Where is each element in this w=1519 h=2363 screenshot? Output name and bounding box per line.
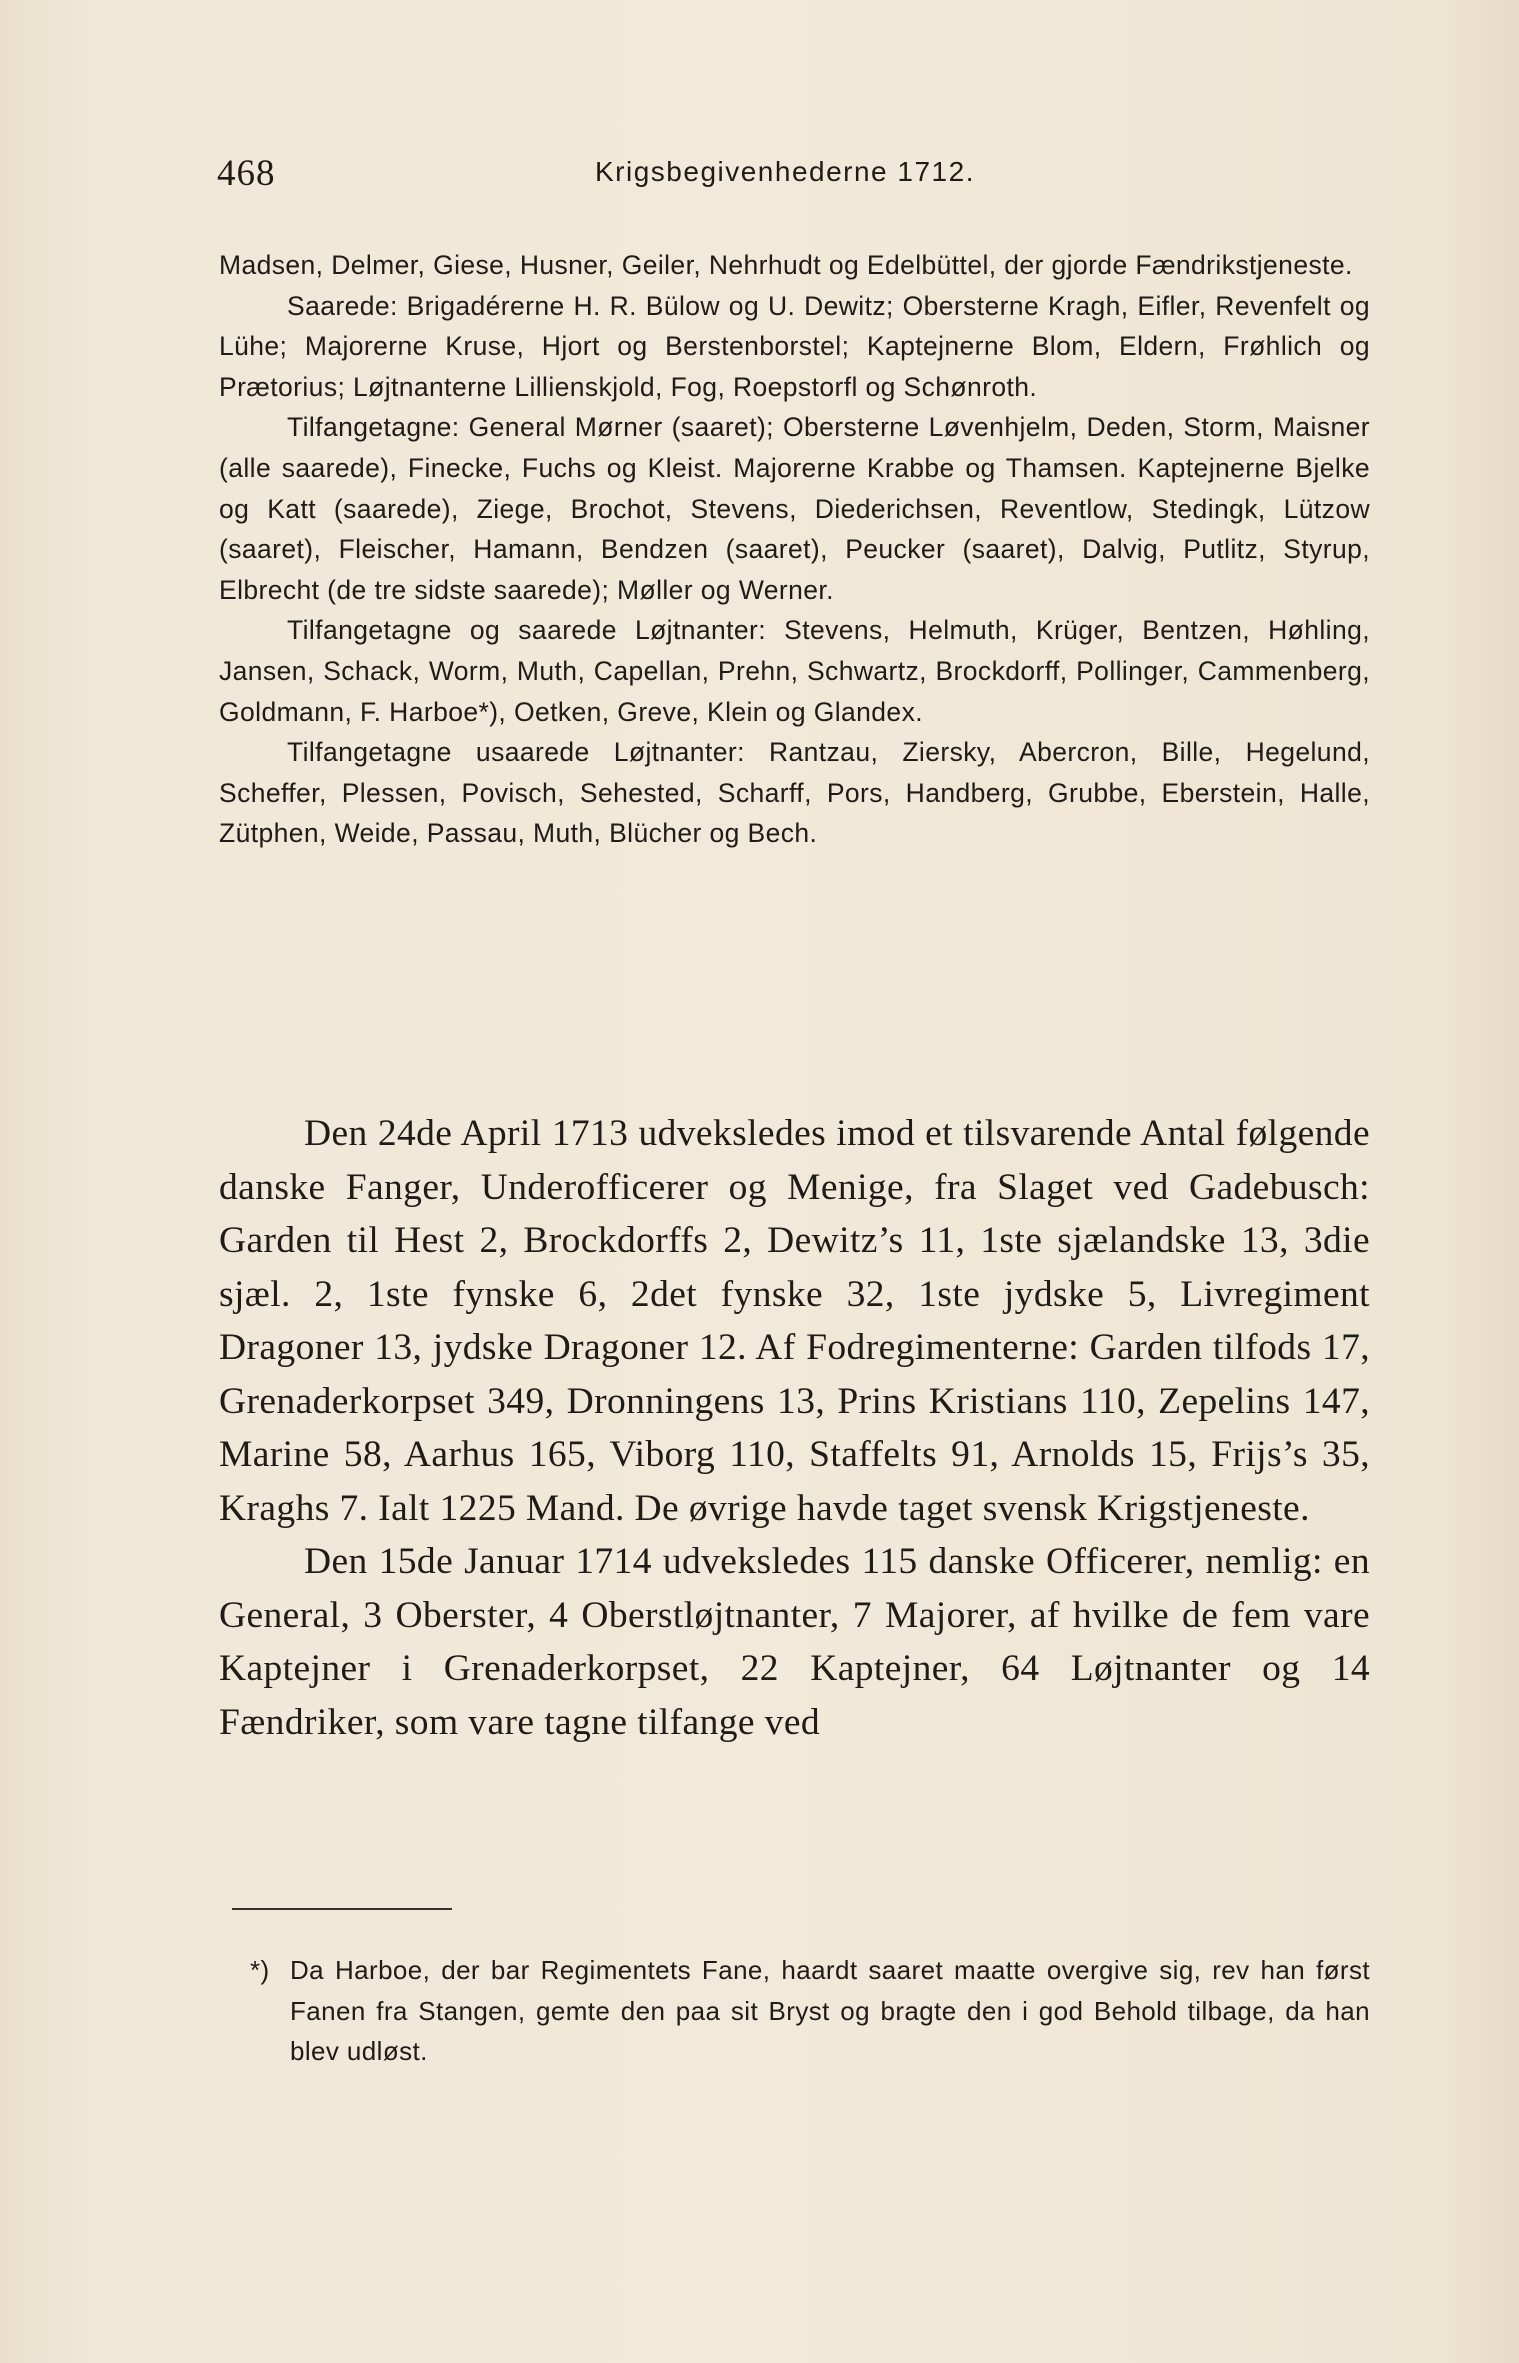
main-text-section (219, 1107, 1370, 1749)
paragraph-saarede: Saarede: Brigadérerne H. R. Bülow og U. Dewitz; Obersterne Kragh, Eifler, Revenfelt og Lühe; Majorerne Kruse, Hjort og Berstenborstel; Kaptejnerne Blom, Eldern, Frøhlich og Prætorius; Løjtnanterne Lillienskjold, Fog, Roepstorfl og Schønroth. (219, 290, 1370, 402)
footnote-text: Da Harboe, der bar Regimentets Fane, haardt saaret maatte overgive sig, rev han først Fanen fra Stangen, gemte den paa sit Bryst og bragte den i god Behold tilbage, da han blev udløst. (290, 1955, 1370, 2066)
paragraph-tilfangetagne-usaarede-lojtnanter: Tilfangetagne usaarede Løjtnanter: Rantzau, Ziersky, Abercron, Bille, Hegelund, Scheffer, Plessen, Povisch, Sehested, Scharff, Pors, Handberg, Grubbe, Eberstein, Halle, Zütphen, Weide, Passau, Muth, Blücher og Bech. (219, 737, 1370, 849)
officer-list-section (219, 245, 1370, 854)
footnote-divider (232, 1908, 452, 1910)
paragraph-tilfangetagne: Tilfangetagne: General Mørner (saaret); Obersterne Løvenhjelm, Deden, Storm, Maisner (alle saarede), Finecke, Fuchs og Kleist. Majorerne Krabbe og Thamsen. Kaptejnerne Bjelke og Katt (saarede), Ziege, Brochot, Stevens, Diederichsen, Reventlow, Stedingk, Lützow (saaret), Fleischer, Hamann, Bendzen (saaret), Peucker (saaret), Dalvig, Putlitz, Styrup, Elbrecht (de tre sidste saarede); Møller og Werner. (219, 412, 1370, 605)
page-header (217, 152, 1367, 202)
footnote (250, 1950, 1370, 2072)
paragraph-exchange-1714: Den 15de Januar 1714 udveksledes 115 danske Officerer, nemlig: en General, 3 Oberster, 4 Oberstløjtnanter, 7 Majorer, af hvilke de fem vare Kaptejner i Grenaderkorpset, 22 Kaptejner, 64 Løjtnanter og 14 Fændriker, som vare tagne tilfange ved (219, 1541, 1370, 1743)
paragraph-fændrik-list: Madsen, Delmer, Giese, Husner, Geiler, Nehrhudt og Edelbüttel, der gjorde Fændrikstjeneste. (219, 250, 1353, 280)
page-number: 468 (217, 153, 276, 194)
footnote-mark: *) (250, 1955, 270, 1985)
running-title: Krigsbegivenhederne 1712. (595, 156, 975, 187)
paragraph-exchange-1713: Den 24de April 1713 udveksledes imod et tilsvarende Antal følgende danske Fanger, Underofficerer og Menige, fra Slaget ved Gadebusch: Garden til Hest 2, Brockdorffs 2, Dewitz’s 11, 1ste sjælandske 13, 3die sjæl. 2, 1ste fynske 6, 2det fynske 32, 1ste jydske 5, Livregiment Dragoner 13, jydske Dragoner 12. Af Fodregimenterne: Garden tilfods 17, Grenaderkorpset 349, Dronningens 13, Prins Kristians 110, Zepelins 147, Marine 58, Aarhus 165, Viborg 110, Staffelts 91, Arnolds 15, Frijs’s 35, Kraghs 7. Ialt 1225 Mand. De øvrige havde taget svensk Krigstjeneste. (219, 1113, 1370, 1529)
paragraph-tilfangetagne-saarede-lojtnanter: Tilfangetagne og saarede Løjtnanter: Stevens, Helmuth, Krüger, Bentzen, Høhling, Jansen, Schack, Worm, Muth, Capellan, Prehn, Schwartz, Brockdorff, Pollinger, Cammenberg, Goldmann, F. Harboe*), Oetken, Greve, Klein og Glandex. (219, 615, 1370, 727)
